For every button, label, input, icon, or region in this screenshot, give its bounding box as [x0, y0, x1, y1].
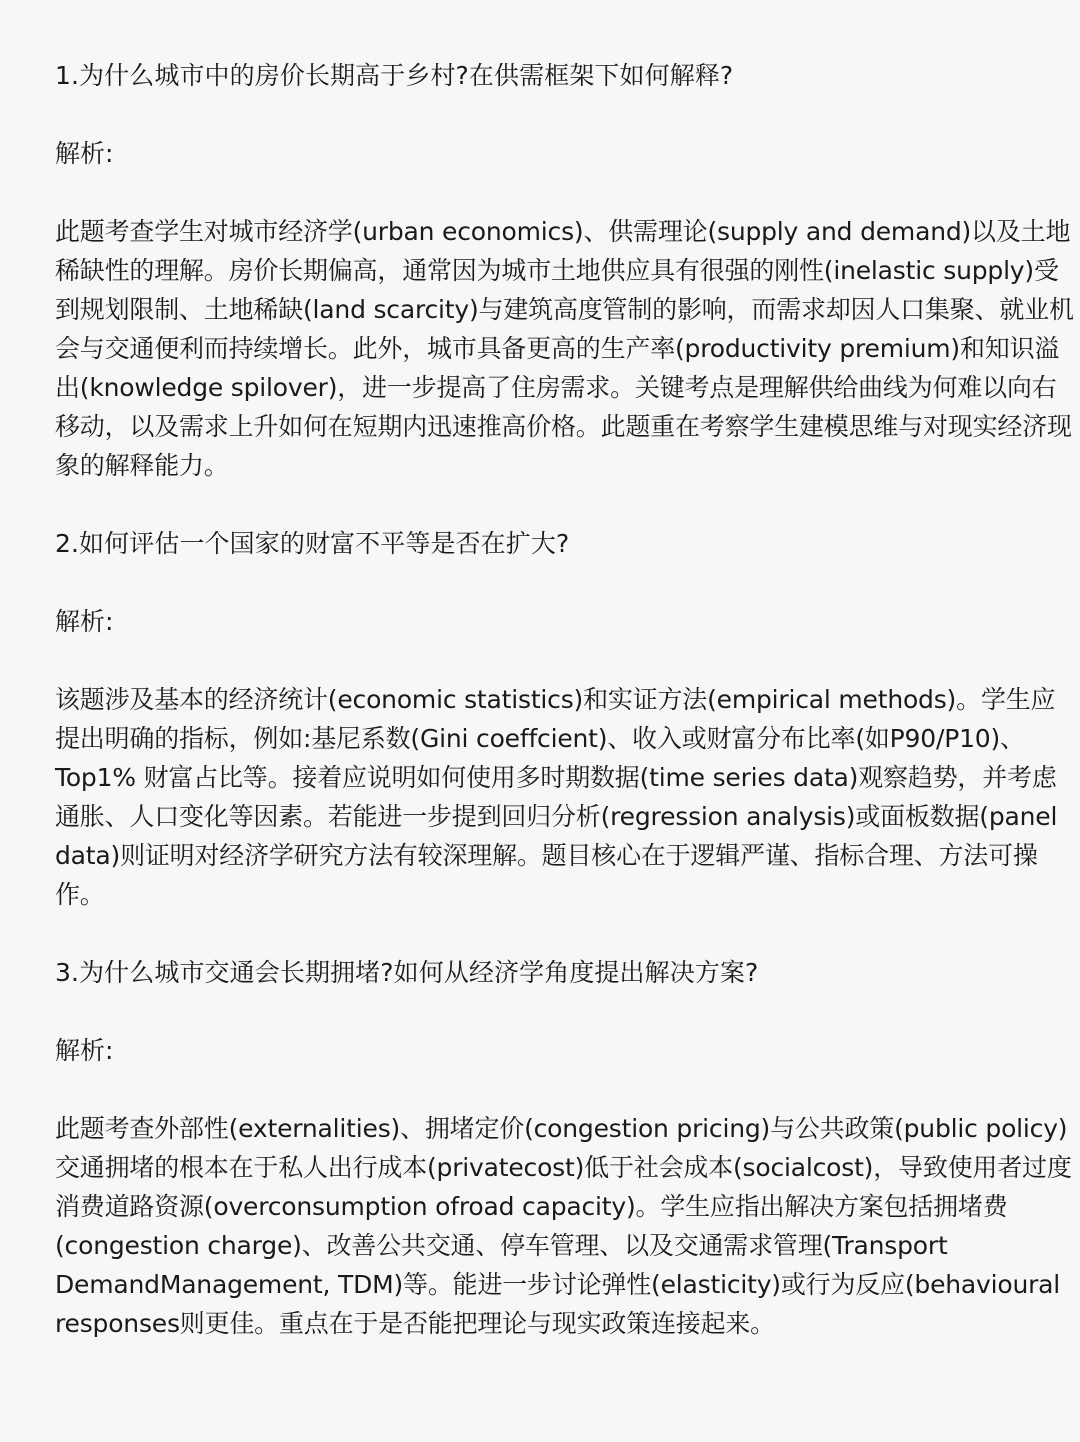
analysis-text-1: 此题考查学生对城市经济学(urban economics)、供需理论(supply and demand)以及土地稀缺性的理解。房价长期偏高，通常因为城市土地供应具有很强的刚性(inelastic supply)受到规划限制、土地稀缺(land scarcity)与建筑高度管制的影响，而需求却因人口集聚、就业机会与交通便利而持续增长。此外，城市具备更高的生产率(productivity premium)和知识溢出(knowledge spilover)，进一步提高了住房需求。关键考点是理解供给曲线为何难以向右移动，以及需求上升如何在短期内迅速推高价格。此题重在考察学生建模思维与对现实经济现象的解释能力。	[55, 217, 1074, 480]
analysis-label-2: 解析:	[55, 607, 114, 636]
qa-item-1	[55, 56, 1075, 485]
analysis-label-1: 解析:	[55, 139, 114, 168]
question-2: 2.如何评估一个国家的财富不平等是否在扩大?	[55, 529, 570, 558]
qa-item-3	[55, 953, 1075, 1343]
question-1: 1.为什么城市中的房价长期高于乡村?在供需框架下如何解释?	[55, 61, 734, 90]
analysis-label-3: 解析:	[55, 1036, 114, 1065]
qa-item-2	[55, 524, 1075, 914]
analysis-text-3: 此题考查外部性(externalities)、拥堵定价(congestion pricing)与公共政策(public policy)交通拥堵的根本在于私人出行成本(privatecost)低于社会成本(socialcost)，导致使用者过度消费道路资源(overconsumption ofroad capacity)。学生应指出解决方案包括拥堵费(congestion charge)、改善公共交通、停车管理、以及交通需求管理(Transport DemandManagement, TDM)等。能进一步讨论弹性(elasticity)或行为反应(behavioural responses则更佳。重点在于是否能把理论与现实政策连接起来。	[55, 1114, 1072, 1338]
question-3: 3.为什么城市交通会长期拥堵?如何从经济学角度提出解决方案?	[55, 958, 759, 987]
analysis-text-2: 该题涉及基本的经济统计(economic statistics)和实证方法(empirical methods)。学生应提出明确的指标，例如:基尼系数(Gini coeffcient)、收入或财富分布比率(如P90/P10)、Top1% 财富占比等。接着应说明如何使用多时期数据(time series data)观察趋势，并考虑通胀、人口变化等因素。若能进一步提到回归分析(regression analysis)或面板数据(panel data)则证明对经济学研究方法有较深理解。题目核心在于逻辑严谨、指标合理、方法可操作。	[55, 685, 1058, 909]
